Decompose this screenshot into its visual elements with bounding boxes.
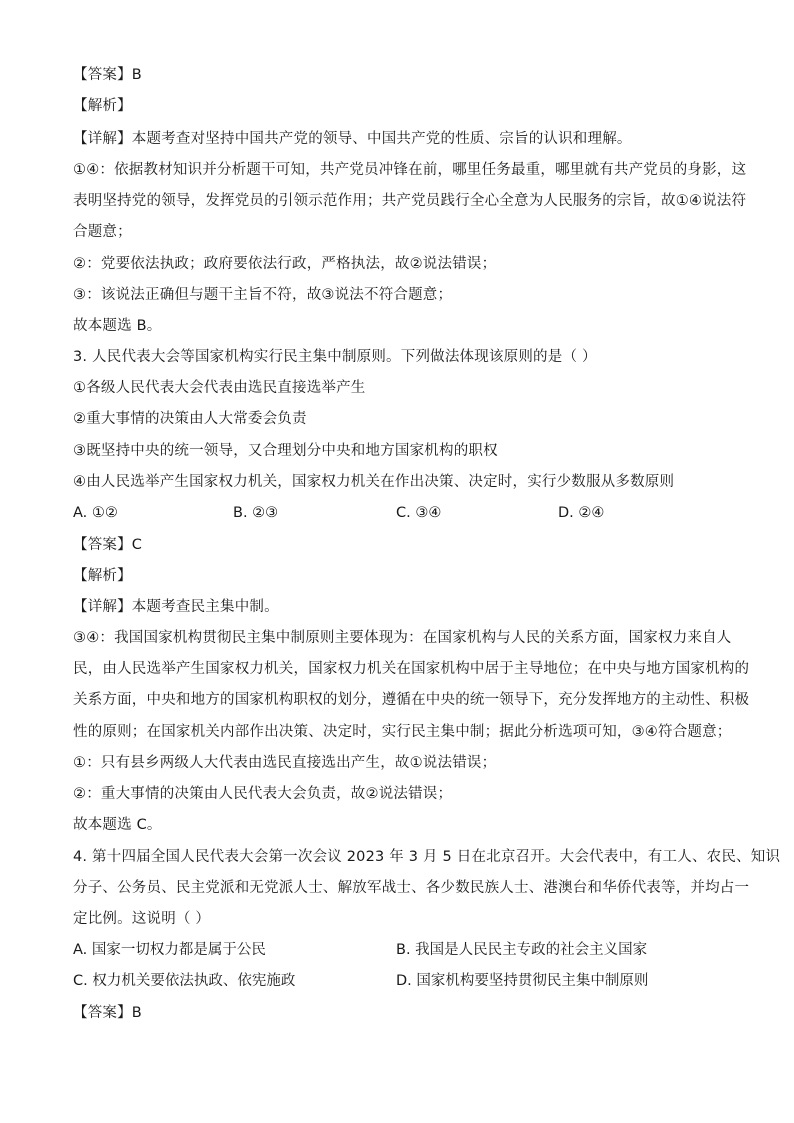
q4-stem-line: 4. 第十四届全国人民代表大会第一次会议 2023 年 3 月 5 日在北京召开。大会代表中，有工人、农民、知识 <box>73 849 781 865</box>
q3-detail-line: 性的原则；在国家机关内部作出决策、决定时，实行民主集中制；据此分析选项可知，③④符合题意； <box>73 724 732 740</box>
q4-option-b: B. 我国是人民民主专政的社会主义国家 <box>396 942 648 958</box>
q2-analysis-label: 【解析】 <box>73 98 132 114</box>
q3-option-d: D. ②④ <box>558 505 605 521</box>
q2-detail-line: ①④：依据教材知识并分析题干可知，共产党员冲锋在前，哪里任务最重，哪里就有共产党员的身影，这 <box>73 162 747 178</box>
q3-statement: ④由人民选举产生国家权力机关，国家权力机关在作出决策、决定时，实行少数服从多数原则 <box>73 474 675 490</box>
q3-detail-line: ②：重大事情的决策由人民代表大会负责，故②说法错误； <box>73 786 453 802</box>
q4-stem-line: 定比例。这说明（ ） <box>73 911 211 927</box>
q3-detail-line: ③④：我国国家机构贯彻民主集中制原则主要体现为：在国家机构与人民的关系方面，国家权力来自人 <box>73 630 732 646</box>
q3-option-c: C. ③④ <box>396 505 442 521</box>
q2-detail-line: 合题意； <box>73 224 132 240</box>
q3-detail-line: 民，由人民选举产生国家权力机关，国家权力机关在国家机构中居于主导地位；在中央与地方国家机构的 <box>73 661 750 677</box>
q3-statement: ②重大事情的决策由人大常委会负责 <box>73 411 307 427</box>
q4-option-c: C. 权力机关要依法执政、依宪施政 <box>73 973 296 989</box>
q3-answer: 【答案】C <box>73 537 143 553</box>
q3-statement: ①各级人民代表大会代表由选民直接选举产生 <box>73 380 366 396</box>
q3-option-b: B. ②③ <box>233 505 279 521</box>
q3-option-a: A. ①② <box>73 505 118 521</box>
q3-analysis-label: 【解析】 <box>73 568 132 584</box>
q4-answer: 【答案】B <box>73 1005 142 1021</box>
q2-detail-line: ②：党要依法执政；政府要依法行政，严格执法，故②说法错误； <box>73 256 497 272</box>
q2-detail-line: 表明坚持党的领导，发挥党员的引领示范作用；共产党员践行全心全意为人民服务的宗旨，故①④说法符 <box>73 193 747 209</box>
q2-detail-line: 故本题选 B。 <box>73 318 162 334</box>
q3-stem: 3. 人民代表大会等国家机构实行民主集中制原则。下列做法体现该原则的是（ ） <box>73 349 597 365</box>
q3-detail-line: ①：只有县乡两级人大代表由选民直接选出产生，故①说法错误； <box>73 755 497 771</box>
q4-stem-line: 分子、公务员、民主党派和无党派人士、解放军战士、各少数民族人士、港澳台和华侨代表等，并均占一 <box>73 880 750 896</box>
q3-statement: ③既坚持中央的统一领导，又合理划分中央和地方国家机构的职权 <box>73 443 498 459</box>
q3-detail-line: 故本题选 C。 <box>73 817 162 833</box>
q2-detail-line: ③：该说法正确但与题干主旨不符，故③说法不符合题意； <box>73 287 453 303</box>
q3-detail-line: 关系方面，中央和地方的国家机构职权的划分，遵循在中央的统一领导下，充分发挥地方的主动性、积极 <box>73 692 750 708</box>
q4-option-d: D. 国家机构要坚持贯彻民主集中制原则 <box>396 973 649 989</box>
q3-detail-line: 【详解】本题考查民主集中制。 <box>73 599 279 615</box>
q4-option-a: A. 国家一切权力都是属于公民 <box>73 942 266 958</box>
q2-answer: 【答案】B <box>73 67 142 83</box>
q2-detail-line: 【详解】本题考查对坚持中国共产党的领导、中国共产党的性质、宗旨的认识和理解。 <box>73 131 632 147</box>
